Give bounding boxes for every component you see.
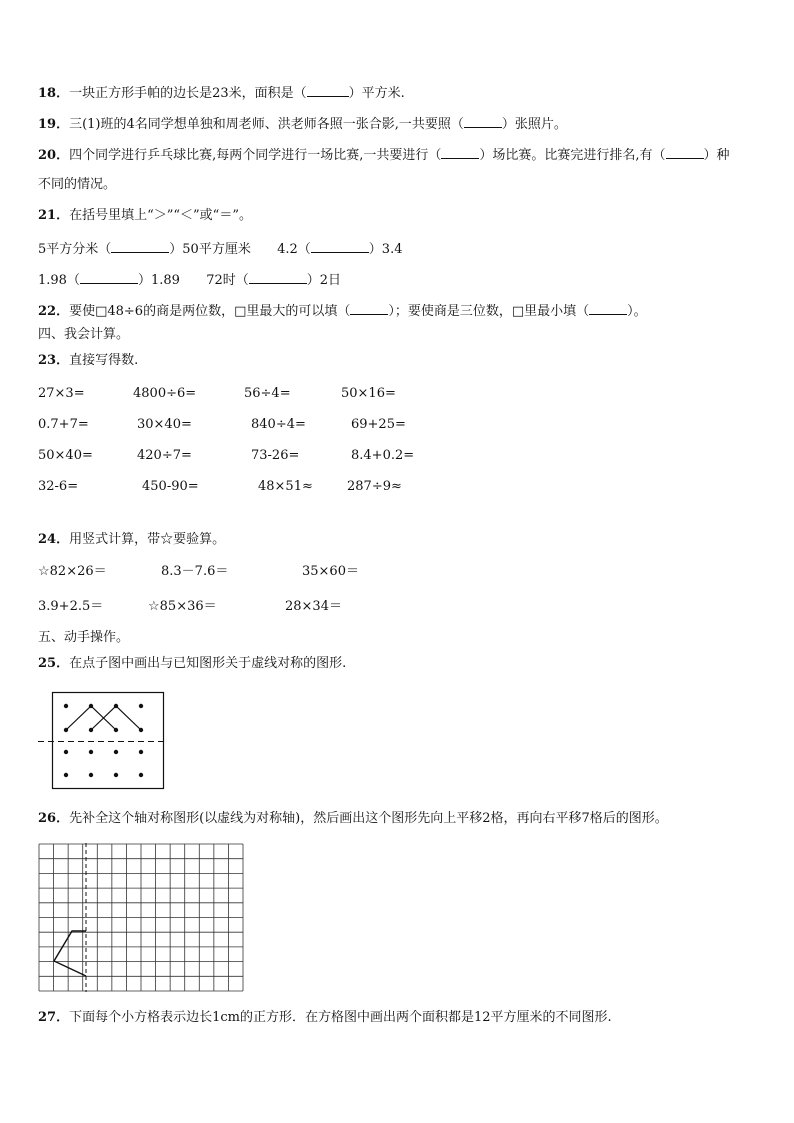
question-text: ）种 <box>703 148 730 163</box>
question-20-continued: 不同的情况。 <box>38 177 117 192</box>
section-heading: 四、我会计算。 <box>38 327 130 342</box>
question-20 <box>38 146 730 164</box>
math-item: 50×16= <box>341 386 396 401</box>
answer-blank[interactable] <box>307 84 349 97</box>
question-19 <box>38 115 567 133</box>
question-number: 20． <box>38 148 70 163</box>
question-text: ）；要使商是三位数，□里最小填（ <box>388 304 590 319</box>
answer-blank[interactable] <box>464 115 502 128</box>
question-number: 22． <box>38 304 70 319</box>
dot-grid-figure[interactable] <box>36 688 170 794</box>
question-text: 在括号里填上“＞”“＜”或“＝”。 <box>69 208 252 223</box>
compare-item: 72时（ <box>206 273 249 288</box>
question-number: 21． <box>38 208 70 223</box>
question-text: 三(1)班的4名同学想单独和周老师、洪老师各照一张合影,一共要照（ <box>69 117 464 132</box>
question-22 <box>38 302 647 320</box>
math-item: 27×3= <box>38 386 85 401</box>
compare-item: ）1.89 <box>137 273 180 288</box>
half-shape <box>54 931 86 976</box>
question-number: 26． <box>38 811 70 826</box>
question-number: 27． <box>38 1010 70 1025</box>
question-text: 四个同学进行乒乓球比赛,每两个同学进行一场比赛,一共要进行（ <box>69 148 442 163</box>
question-number: 24． <box>38 532 70 547</box>
compare-row-1 <box>38 240 402 258</box>
dot-grid-border <box>53 693 164 789</box>
math-item: 32-6= <box>38 479 79 494</box>
question-text: 一块正方形手帕的边长是23米，面积是（ <box>69 86 307 101</box>
question-text: ）场比赛。比赛完进行排名,有（ <box>479 148 666 163</box>
question-text: ）张照片。 <box>501 117 567 132</box>
math-item: 48×51≈ <box>258 479 313 494</box>
question-18 <box>38 84 405 102</box>
math-item: 450-90= <box>142 479 199 494</box>
answer-blank[interactable] <box>249 271 307 284</box>
answer-blank[interactable] <box>111 240 169 253</box>
compare-item: 4.2（ <box>277 242 311 257</box>
compare-item: 5平方分米（ <box>38 242 112 257</box>
math-item: 4800÷6= <box>133 386 197 401</box>
calc-item: ☆82×26＝ <box>38 564 107 579</box>
math-item: 8.4+0.2= <box>351 448 415 463</box>
question-text: 先补全这个轴对称图形(以虚线为对称轴)，然后画出这个图形先向上平移2格，再向右平移7格后的图形。 <box>69 811 668 826</box>
answer-blank[interactable] <box>589 302 627 315</box>
compare-row-2 <box>38 271 341 289</box>
question-27 <box>38 1010 612 1026</box>
answer-blank[interactable] <box>666 146 704 159</box>
answer-blank[interactable] <box>441 146 479 159</box>
compare-item: 1.98（ <box>38 273 80 288</box>
question-text: 直接写得数. <box>69 353 139 368</box>
question-number: 25． <box>38 656 70 671</box>
question-number: 18． <box>38 86 70 101</box>
calc-item: ☆85×36＝ <box>148 599 217 614</box>
math-item: 69+25= <box>351 417 406 432</box>
question-21 <box>38 208 252 224</box>
math-item: 50×40= <box>38 448 93 463</box>
math-item: 287÷9≈ <box>347 479 402 494</box>
question-text: 要使□48÷6的商是两位数，□里最大的可以填（ <box>69 304 351 319</box>
math-item: 73-26= <box>251 448 300 463</box>
math-item: 30×40= <box>137 417 192 432</box>
question-text: ）平方米. <box>348 86 405 101</box>
answer-blank[interactable] <box>350 302 388 315</box>
question-text: ）。 <box>627 304 647 319</box>
square-grid-figure[interactable] <box>38 843 244 992</box>
answer-blank[interactable] <box>311 240 369 253</box>
compare-item: ）50平方厘米 <box>169 242 251 257</box>
grid-dots <box>64 704 143 777</box>
calc-item: 3.9+2.5＝ <box>38 599 104 614</box>
question-23 <box>38 353 138 369</box>
calc-item: 35×60＝ <box>302 564 359 579</box>
calc-item: 28×34＝ <box>285 599 342 614</box>
math-item: 0.7+7= <box>38 417 89 432</box>
compare-item: ）2日 <box>306 273 342 288</box>
answer-blank[interactable] <box>80 271 138 284</box>
question-24 <box>38 532 225 548</box>
math-item: 420÷7= <box>137 448 192 463</box>
math-item: 840÷4= <box>251 417 306 432</box>
question-25 <box>38 656 346 672</box>
question-text: 下面每个小方格表示边长1cm的正方形．在方格图中画出两个面积都是12平方厘米的不同图形. <box>69 1010 612 1025</box>
question-number: 19． <box>38 117 70 132</box>
question-text: 用竖式计算，带☆要验算。 <box>69 532 226 547</box>
section-heading: 五、动手操作。 <box>38 630 130 645</box>
calc-item: 8.3－7.6＝ <box>161 564 229 579</box>
existing-shape <box>66 706 141 730</box>
question-26 <box>38 811 668 827</box>
compare-item: ）3.4 <box>368 242 403 257</box>
question-number: 23． <box>38 353 70 368</box>
question-text: 在点子图中画出与已知图形关于虚线对称的图形. <box>69 656 347 671</box>
math-item: 56÷4= <box>244 386 291 401</box>
